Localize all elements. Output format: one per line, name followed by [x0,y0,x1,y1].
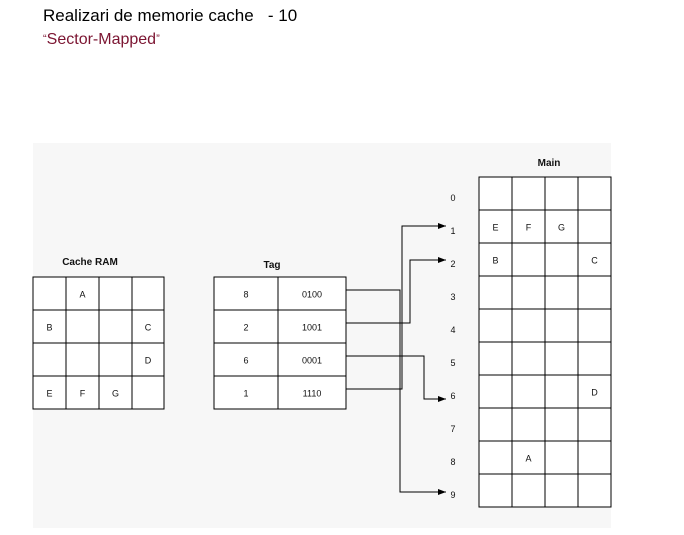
cache-cell-value: D [144,355,152,366]
tag-label: Tag [263,260,281,271]
open-quote: “ [43,33,47,45]
sector-index-label: 3 [450,292,456,302]
tag-cell-value: 1 [243,388,249,399]
sector-index-label: 8 [450,457,456,467]
main-cell-value: E [492,222,499,233]
tag-cell-value: 1110 [302,388,322,399]
arrow-tag-0001-to-sector-6 [346,356,446,399]
tag-cell-value: 6 [243,355,249,366]
sector-index-label: 9 [450,490,456,500]
main-grid [479,177,611,507]
cache-cell-value: E [46,388,53,399]
tag-cell-value: 0001 [301,355,323,366]
tag-cell-value: 2 [243,322,249,333]
tag-cell-value: 0100 [301,289,323,300]
main-cell-value: D [591,387,598,398]
sector-index-label: 2 [450,259,456,269]
main-cell-value: B [492,255,499,266]
cache-cell-value: F [79,388,86,399]
cache-cell-value: C [144,322,152,333]
tag-grid [214,277,346,409]
tag-cell-value: 8 [243,289,249,300]
cache-ram-table [33,257,164,409]
cache-cell-value: G [111,388,120,399]
arrow-tag-1110-to-sector-1 [346,226,446,389]
main-memory-table [479,158,611,507]
sector-index-label: 4 [450,325,456,335]
main-label: Main [537,158,561,169]
sector-index-label: 6 [450,391,456,401]
main-cell-value: C [591,255,598,266]
main-index-column [450,193,455,500]
sector-index-label: 1 [450,226,456,236]
close-quote: ” [156,33,160,45]
arrow-tag-0100-to-sector-9 [346,290,446,492]
cache-ram-label: Cache RAM [62,257,118,268]
sector-index-label: 5 [450,358,456,368]
cache-ram-grid [33,277,164,409]
subtitle-text: Sector-Mapped [46,31,157,48]
sector-index-label: 7 [450,424,456,434]
cache-cell-value: A [79,289,86,300]
mapping-arrows [346,226,446,492]
main-cell-value: G [557,222,566,233]
main-cell-value: A [525,453,532,464]
tag-table [214,260,346,409]
main-cell-value: F [525,222,532,233]
tag-cell-value: 1001 [301,322,323,333]
sector-index-label: 0 [450,193,456,203]
cache-cell-value: B [46,322,53,333]
arrow-tag-1001-to-sector-2 [346,260,446,323]
page-title: Realizari de memorie cache - 10 [43,6,298,25]
